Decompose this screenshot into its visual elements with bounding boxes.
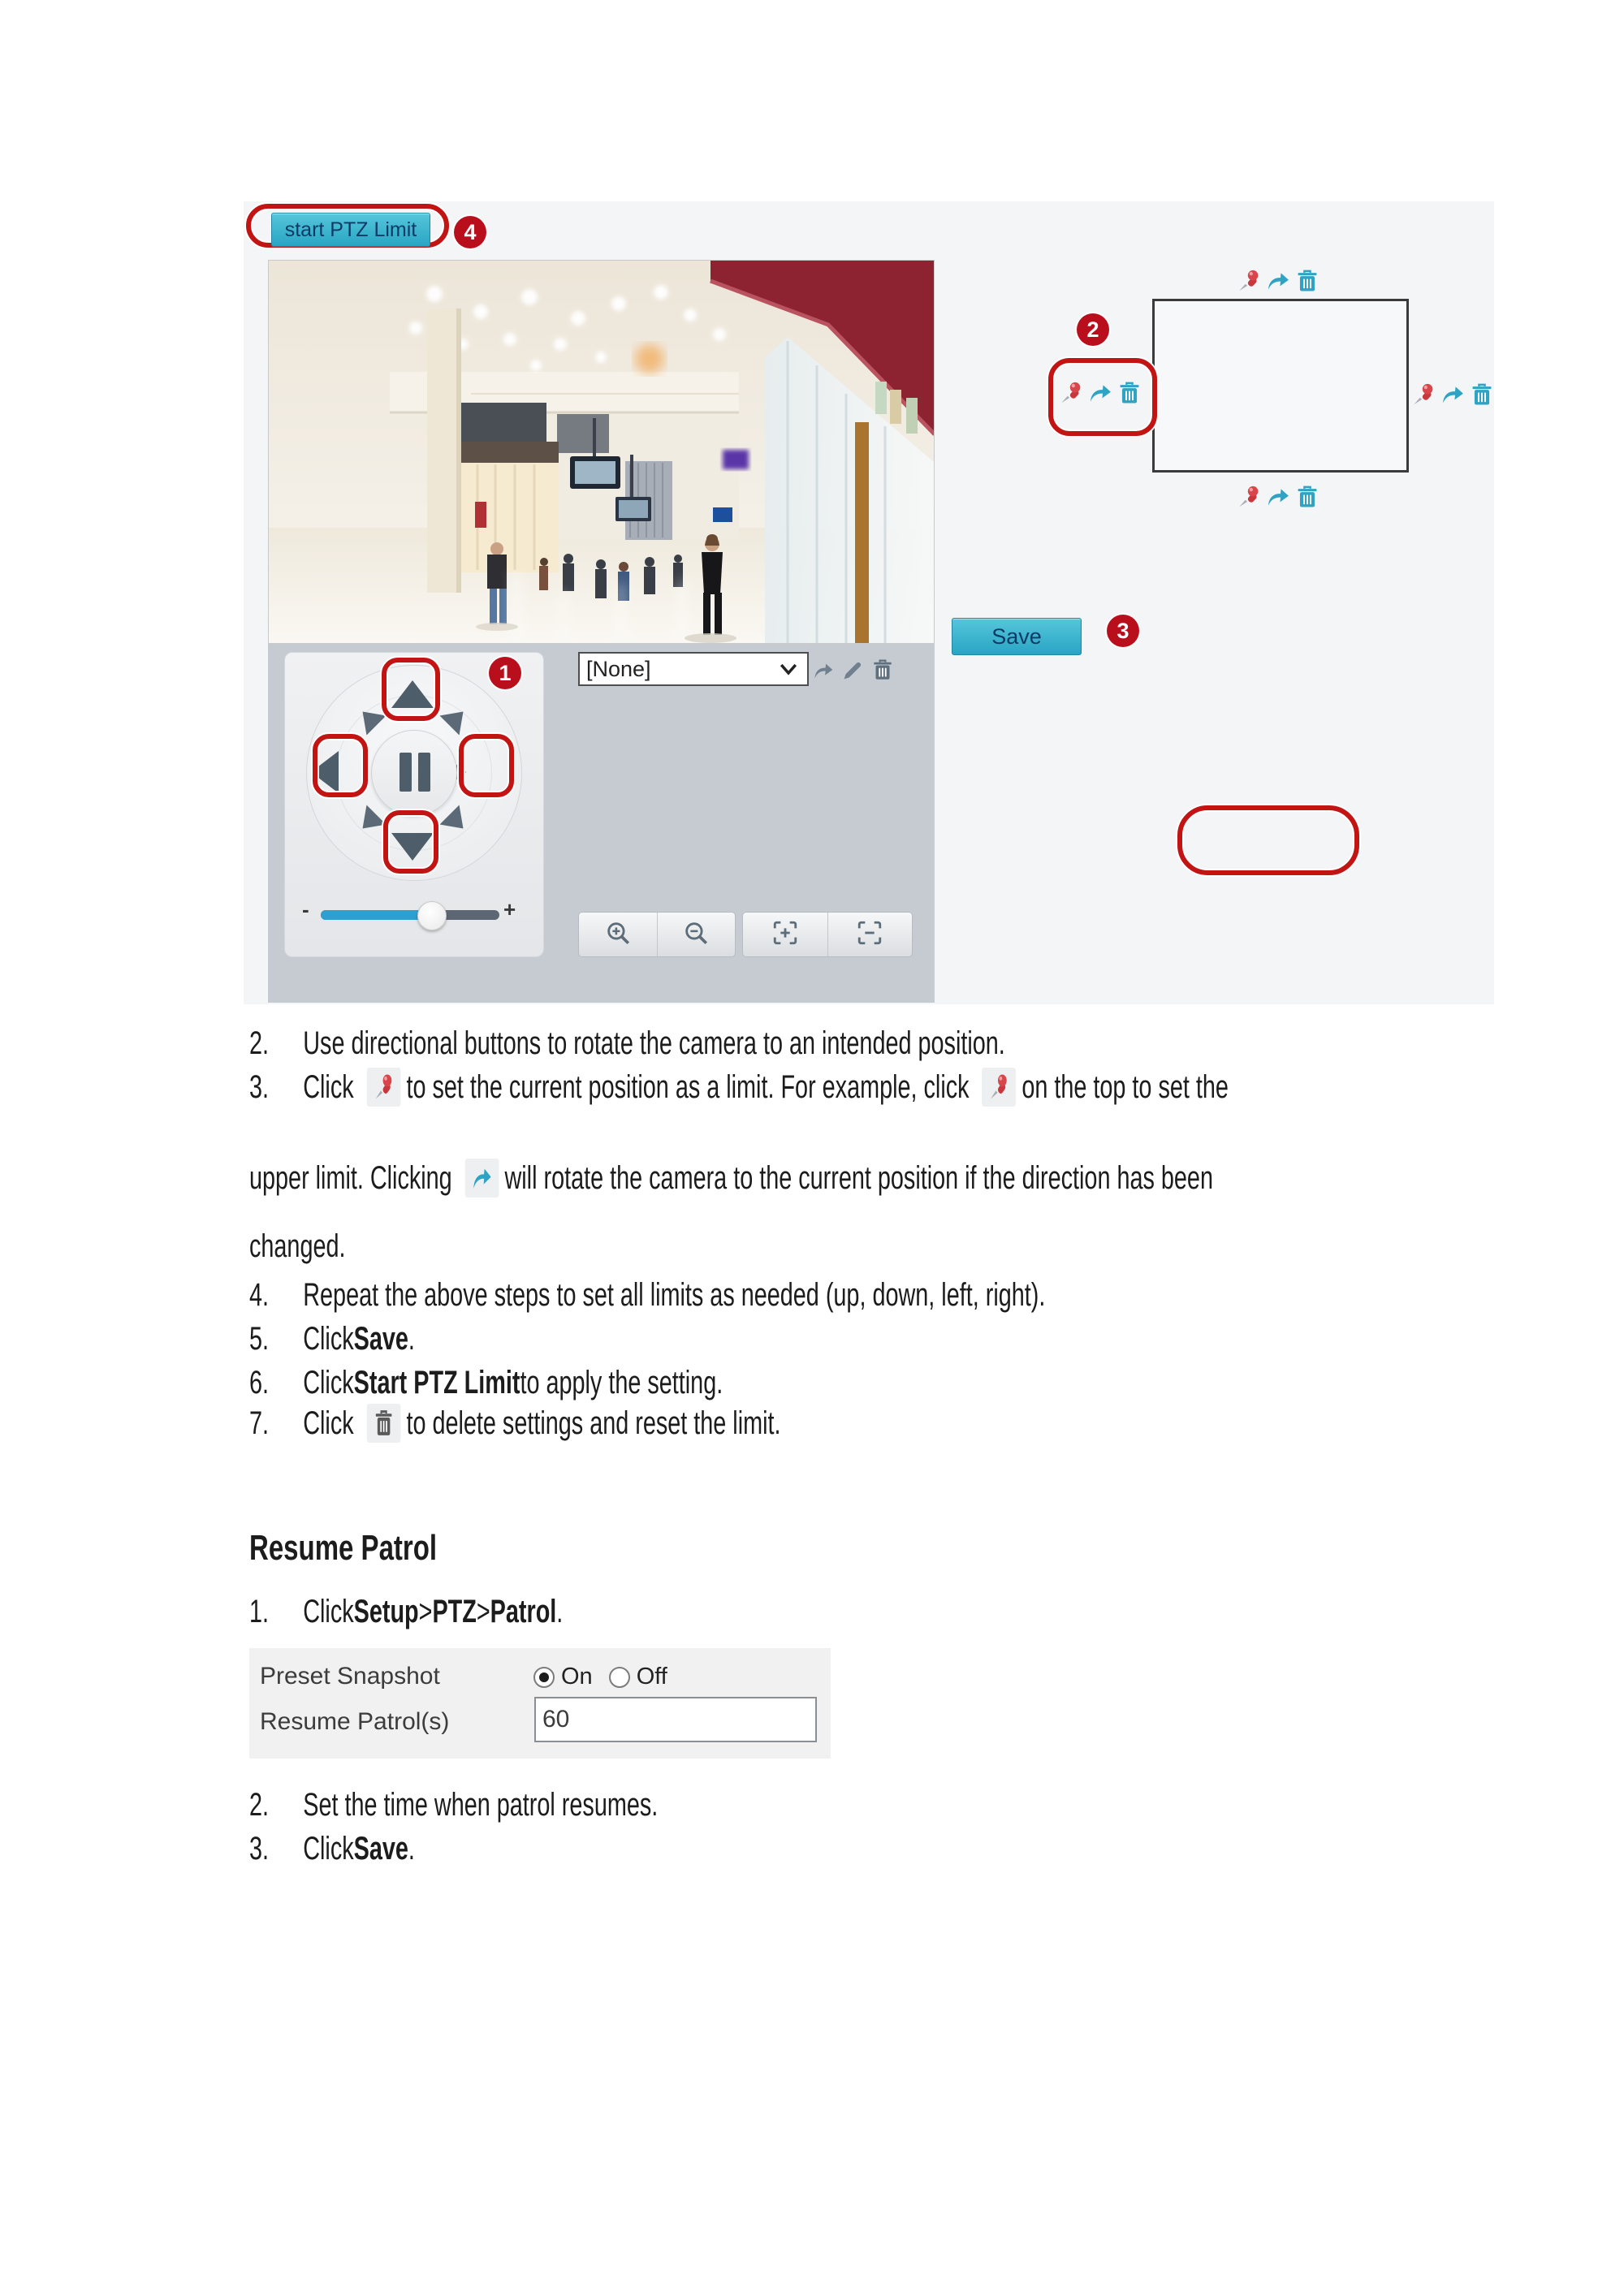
step-number: 3. <box>249 1069 270 1105</box>
resume-step-1-line <box>249 1593 563 1630</box>
step-3-continuation-line <box>249 1159 1213 1197</box>
zoom-button-group <box>578 912 736 957</box>
step-text: . <box>556 1594 564 1629</box>
resume-patrol-s-label: Resume Patrol(s) <box>260 1708 450 1735</box>
focus-plus-icon <box>771 919 799 951</box>
step-number: 2. <box>249 1025 270 1061</box>
preset-select[interactable] <box>578 652 809 686</box>
speed-slider-fill <box>321 910 431 920</box>
zoom-in-button[interactable] <box>579 913 657 956</box>
step-number: 7. <box>249 1405 270 1441</box>
radio-off[interactable] <box>609 1667 630 1688</box>
save-button-label: Save <box>991 624 1042 649</box>
step-2-line <box>249 1025 1005 1062</box>
step-text: will rotate the camera to the current position if the direction has been <box>504 1160 1213 1196</box>
step-text: Click <box>303 1831 354 1867</box>
step-3-line <box>249 1068 1229 1106</box>
step-text-bold: Save <box>353 1321 408 1357</box>
step-number: 3. <box>249 1831 270 1867</box>
step-4-line <box>249 1276 1045 1314</box>
step-text-bold: PTZ <box>432 1594 477 1629</box>
edit-preset-icon[interactable] <box>841 659 864 686</box>
focus-button-group <box>742 912 913 957</box>
goto-bottom-limit-icon[interactable] <box>1265 484 1291 510</box>
step-text: to apply the setting. <box>520 1365 723 1400</box>
set-bottom-limit-pin-icon[interactable] <box>1236 484 1262 510</box>
step-text-bold: Start PTZ Limit <box>353 1365 520 1400</box>
pause-icon[interactable] <box>400 753 412 792</box>
ui-screenshot-block <box>244 201 1494 1004</box>
step-text-bold: Patrol <box>490 1594 557 1629</box>
annotation-badge-1: 1 <box>489 657 521 689</box>
step-number: 6. <box>249 1365 270 1400</box>
annotation-ring-up <box>382 658 440 721</box>
resume-step-3-line <box>249 1830 415 1867</box>
step-text: on the top to set the <box>1021 1069 1229 1105</box>
step-text: Click <box>303 1365 354 1400</box>
zoom-out-button[interactable] <box>657 913 736 956</box>
slider-plus-label: + <box>503 897 516 921</box>
limit-right-controls <box>1410 382 1495 408</box>
step-7-line <box>249 1405 781 1442</box>
pause-icon[interactable] <box>418 753 430 792</box>
start-ptz-limit-label: start PTZ Limit <box>284 218 417 241</box>
zoom-in-icon <box>604 919 632 951</box>
step-text: Click <box>303 1405 354 1441</box>
step-text-bold: Save <box>353 1831 408 1867</box>
step-text: Click <box>303 1594 354 1629</box>
annotation-badge-2: 2 <box>1077 313 1109 346</box>
step-text: > <box>476 1594 490 1629</box>
preset-snapshot-radios <box>533 1664 667 1690</box>
preset-select-value: [None] <box>586 656 651 681</box>
zoom-out-icon <box>682 919 710 951</box>
step-number: 1. <box>249 1594 270 1629</box>
slider-minus-label: - <box>302 897 309 921</box>
annotation-ring-left <box>313 734 368 797</box>
annotation-badge-3: 3 <box>1107 615 1139 647</box>
resume-patrol-heading: Resume Patrol <box>249 1528 438 1568</box>
step-text: Click <box>303 1321 354 1357</box>
trash-icon <box>366 1404 400 1443</box>
step-text: . <box>408 1831 415 1867</box>
focus-near-button[interactable] <box>743 913 827 956</box>
pin-icon <box>366 1068 400 1107</box>
annotation-badge-4: 4 <box>454 216 486 248</box>
annotation-ring-down <box>383 810 438 874</box>
speed-slider-knob[interactable] <box>417 901 447 930</box>
pin-icon <box>982 1068 1016 1107</box>
limit-bottom-controls <box>1236 484 1320 510</box>
focus-minus-icon <box>856 919 883 951</box>
annotation-ring-save <box>1177 805 1359 875</box>
goto-top-limit-icon[interactable] <box>1265 268 1291 294</box>
focus-far-button[interactable] <box>827 913 913 956</box>
delete-right-limit-icon[interactable] <box>1469 382 1495 408</box>
step-text: . <box>408 1321 415 1357</box>
delete-top-limit-icon[interactable] <box>1294 268 1320 294</box>
step-text-bold: Setup <box>353 1594 419 1629</box>
step-5-line <box>249 1320 415 1357</box>
goto-icon <box>465 1159 499 1198</box>
annotation-ring-right <box>459 734 514 797</box>
radio-on-label: On <box>561 1664 593 1690</box>
limit-top-controls <box>1236 268 1320 294</box>
radio-on-selected[interactable] <box>533 1667 555 1688</box>
delete-preset-icon[interactable] <box>870 658 895 686</box>
resume-step-2-line <box>249 1786 658 1823</box>
resume-patrol-seconds-value: 60 <box>542 1706 570 1733</box>
mall-scene-image <box>268 260 935 644</box>
chevron-down-icon <box>776 657 801 681</box>
pad-center-hub <box>371 730 457 816</box>
step-3-continuation-line-2 <box>249 1228 346 1265</box>
step-text: changed. <box>249 1228 346 1264</box>
step-text: > <box>418 1594 433 1629</box>
set-right-limit-pin-icon[interactable] <box>1410 382 1436 408</box>
goto-right-limit-icon[interactable] <box>1440 382 1466 408</box>
step-number: 2. <box>249 1787 270 1823</box>
delete-bottom-limit-icon[interactable] <box>1294 484 1320 510</box>
step-text: Repeat the above steps to set all limits as needed (up, down, left, right). <box>303 1277 1046 1313</box>
step-text: Use directional buttons to rotate the camera to an intended position. <box>303 1025 1005 1061</box>
step-text: Click <box>303 1069 354 1105</box>
goto-preset-icon[interactable] <box>812 659 835 686</box>
set-top-limit-pin-icon[interactable] <box>1236 268 1262 294</box>
save-button[interactable] <box>952 618 1082 655</box>
annotation-ring-left-limit <box>1048 358 1157 436</box>
preset-snapshot-label: Preset Snapshot <box>260 1663 440 1690</box>
step-text: to set the current position as a limit. For example, click <box>406 1069 970 1105</box>
step-text: upper limit. Clicking <box>249 1160 452 1196</box>
resume-patrol-seconds-input[interactable] <box>534 1697 817 1742</box>
step-text: to delete settings and reset the limit. <box>406 1405 781 1441</box>
step-6-line <box>249 1364 723 1401</box>
step-text: Set the time when patrol resumes. <box>303 1787 659 1823</box>
step-number: 5. <box>249 1321 270 1357</box>
camera-live-view <box>268 260 935 644</box>
start-ptz-limit-button[interactable] <box>271 213 430 247</box>
step-number: 4. <box>249 1277 270 1313</box>
radio-off-label: Off <box>636 1664 667 1690</box>
ptz-limit-box <box>1152 299 1409 473</box>
